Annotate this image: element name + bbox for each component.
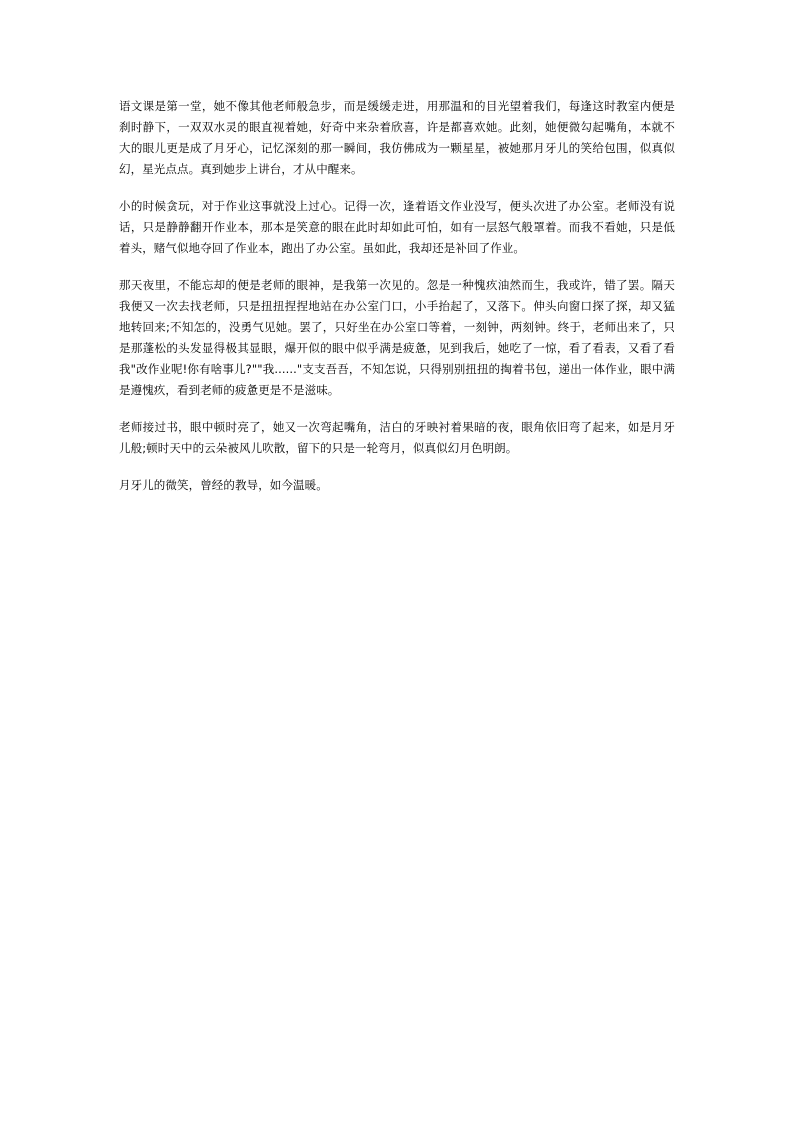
- paragraph-2: 小的时候贪玩，对于作业这事就没上过心。记得一次，逢着语文作业没写，便头次进了办公室。老师没有说话，只是静静翻开作业本，那本是笑意的眼在此时却如此可怕，如有一层怒气般罩着。而我不看她，只是低着头，赌气似地夺回了作业本，跑出了办公室。虽如此，我却还是补回了作业。: [119, 199, 675, 255]
- paragraph-3: 那天夜里，不能忘却的便是老师的眼神，是我第一次见的。忽是一种愧疚油然而生，我或许，错了罢。隔天我便又一次去找老师，只是扭扭捏捏地站在办公室门口，小手抬起了，又落下。伸头向窗口探了探，却又猛地转回来;不知怎的，没勇气见她。罢了，只好坐在办公室口等着，一刻钟，两刻钟。终于，老师出来了，只是那蓬松的头发显得极其显眼，爆开似的眼中似乎满是疲惫，见到我后，她吃了一惊，看了看表，又看了看我"改作业呢!你有啥事儿?""我......"支支吾吾，不知怎说，只得别别扭扭的掏着书包，递出一体作业，眼中满是遵愧疚，看到老师的疲惫更是不是滋味。: [119, 278, 675, 397]
- document-body: [119, 96, 675, 512]
- paragraph-5: 月牙儿的微笑，曾经的教导，如今温暖。: [119, 478, 328, 492]
- paragraph-4: 老师接过书，眼中顿时亮了，她又一次弯起嘴角，洁白的牙映衬着果暗的夜，眼角依旧弯了起来，如是月牙儿般;顿时天中的云朵被风儿吹散，留下的只是一轮弯月，似真似幻月色明朗。: [119, 420, 675, 455]
- paragraph-1: 语文课是第一堂，她不像其他老师般急步，而是缓缓走进，用那温和的目光望着我们，每逢这时教室内便是刹时静下，一双双水灵的眼直视着她，好奇中来杂着欣喜，许是都喜欢她。此刻，她便微勾起嘴角，本就不大的眼儿更是成了月牙心，记忆深刻的那一瞬间，我仿佛成为一颗星星，被她那月牙儿的笑给包围，似真似幻，星光点点。真到她步上讲台，才从中醒来。: [119, 99, 675, 176]
